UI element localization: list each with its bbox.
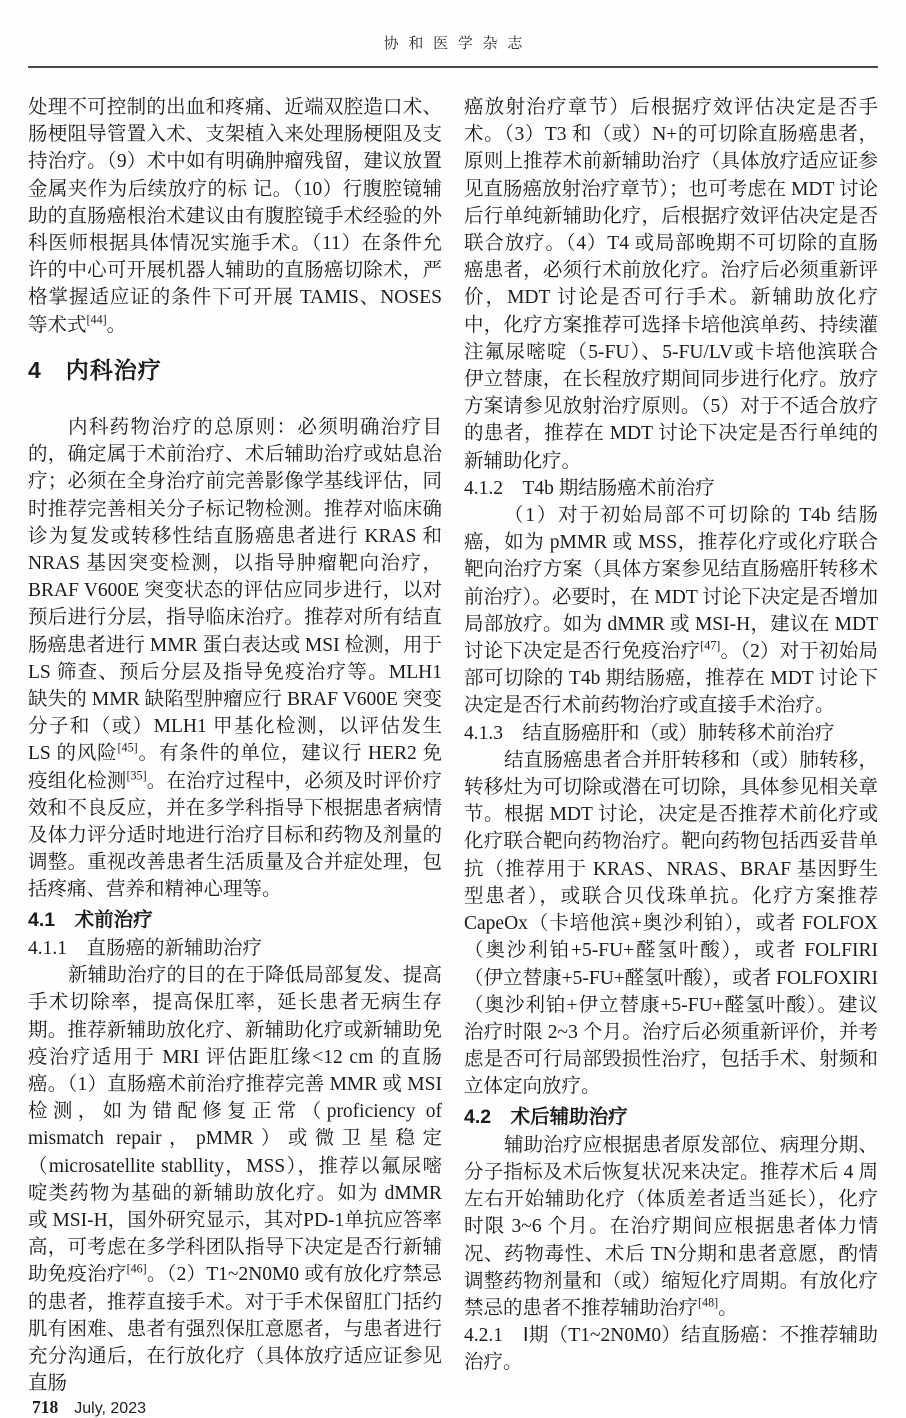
two-column-body: [28, 94, 878, 1397]
heading-section-4-internal-medicine: 4 内科治疗: [28, 356, 162, 383]
heading-4-1-1-rectal-neoadjuvant: 4.1.1 直肠癌的新辅助治疗: [28, 937, 263, 959]
heading-4-1-2-t4b-colon: 4.1.2 T4b 期结肠癌术前治疗: [464, 477, 715, 499]
page-number: 718: [32, 1397, 59, 1418]
paragraph-4-2-1-stage1: 4.2.1 Ⅰ期（T1~2N0M0）结直肠癌：不推荐辅助治疗。: [464, 1325, 878, 1374]
paragraph-t4b-treatment: （1）对于初始局部不可切除的 T4b 结肠癌，如为 pMMR 或 MSS，推荐化疗或化疗联合靶向治疗方案（具体方案参见结直肠癌肝转移术前治疗）。必要时，在 MDT 讨论下决定是否增加局部放疗。如为 dMMR 或 MSI-H，建议在 MDT 讨论下决定是否行免疫治疗[47]。（2）对于初始局部可切除的 T4b 期结肠癌，推荐在 MDT 讨论下决定是否行术前药物治疗或直接手术治疗。: [464, 505, 878, 717]
right-column: [464, 94, 878, 1397]
paragraph-rectal-continued: 癌放射治疗章节）后根据疗效评估决定是否手术。（3）T3 和（或）N+的可切除直肠癌患者，原则上推荐术前新辅助治疗（具体放疗适应证参见直肠癌放射治疗章节）；也可考虑在 MDT 讨论后行单纯新辅助化疗，后根据疗效评估决定是否联合放疗。（4）T4 或局部晚期不可切除的直肠癌患者，必须行术前放化疗。治疗后必须重新评价，MDT 讨论是否可行手术。新辅助放化疗中，化疗方案推荐可选择卡培他滨单药、持续灌注氟尿嘧啶（5-FU）、5-FU/LV或卡培他滨联合伊立替康，在长程放疗期间同步进行化疗。放疗方案请参见放射治疗原则。（5）对于不适合放疗的患者，推荐在 MDT 讨论下决定是否行单纯的新辅助化疗。: [464, 97, 878, 472]
page-footer: [28, 1397, 878, 1418]
paragraph-treatment-principles: 内科药物治疗的总原则：必须明确治疗目的，确定属于术前治疗、术后辅助治疗或姑息治疗；必须在全身治疗前完善影像学基线评估，同时推荐完善相关分子标记物检测。推荐对临床确诊为复发或转移性结直肠癌患者进行 KRAS 和 NRAS 基因突变检测，以指导肿瘤靶向治疗，BRAF V600E 突变状态的评估应同步进行，以对预后进行分层，指导临床治疗。推荐对所有结直肠癌患者进行 MMR 蛋白表达或 MSI 检测，用于 LS 筛查、预后分层及指导免疫治疗等。MLH1 缺失的 MMR 缺陷型肿瘤应行 BRAF V600E 突变分子和（或）MLH1 甲基化检测，以评估发生 LS 的风险[45]。有条件的单位，建议行 HER2 免疫组化检测[35]。在治疗过程中，必须及时评价疗效和不良反应，并在多学科指导下根据患者病情及体力评分适时地进行治疗目标和药物及剂量的调整。重视改善患者生活质量及合并症处理，包括疼痛、营养和精神心理等。: [28, 417, 442, 901]
journal-title: 协和医学杂志: [383, 36, 533, 52]
header-divider: [28, 66, 878, 68]
paragraph-surgery-continued: 处理不可控制的出血和疼痛、近端双腔造口术、肠梗阻导管置入术、支架植入来处理肠梗阻及支持治疗。（9）术中如有明确肿瘤残留，建议放置金属夹作为后续放疗的标 记。（10）行腹腔镜辅助的直肠癌根治术建议由有腹腔镜手术经验的外科医师根据具体情况实施手术。（11）在条件允许的中心可开展机器人辅助的直肠癌切除术，严格掌握适应证的条件下可开展 TAMIS、NOSES 等术式[44]。: [28, 97, 442, 336]
page-header: [28, 34, 878, 68]
paragraph-adjuvant-therapy: 辅助治疗应根据患者原发部位、病理分期、分子指标及术后恢复状况来决定。推荐术后 4 周左右开始辅助化疗（体质差者适当延长），化疗时限 3~6 个月。在治疗期间应根据患者体力情况、药物毒性、术后 TN分期和患者意愿，酌情调整药物剂量和（或）缩短化疗周期。有放化疗禁忌的患者不推荐辅助治疗[48]。: [464, 1134, 878, 1319]
paragraph-liver-lung-mets: 结直肠癌患者合并肝转移和（或）肺转移，转移灶为可切除或潜在可切除，具体参见相关章节。根据 MDT 讨论，决定是否推荐术前化疗或化疗联合靶向药物治疗。靶向药物包括西妥昔单抗（推荐用于 KRAS、NRAS、BRAF 基因野生型患者），或联合贝伐珠单抗。化疗方案推荐 CapeOx（卡培他滨+奥沙利铂），或者 FOLFOX（奥沙利铂+5-FU+醛氢叶酸），或者 FOLFIRI（伊立替康+5-FU+醛氢叶酸），或者 FOLFOXIRI（奥沙利铂+伊立替康+5-FU+醛氢叶酸）。建议治疗时限 2~3 个月。治疗后必须重新评价，并考虑是否可行局部毁损性治疗，包括手术、射频和立体定向放疗。: [464, 749, 878, 1098]
left-column: [28, 94, 442, 1397]
heading-4-2-postoperative-adjuvant: 4.2 术后辅助治疗: [464, 1105, 628, 1128]
heading-4-1-preoperative-therapy: 4.1 术前治疗: [28, 908, 153, 931]
paragraph-neoadjuvant-therapy: 新辅助治疗的目的在于降低局部复发、提高手术切除率，提高保肛率，延长患者无病生存期。推荐新辅助放化疗、新辅助化疗或新辅助免疫治疗适用于 MRI 评估距肛缘<12 cm 的直肠癌。（1）直肠癌术前治疗推荐完善 MMR 或 MSI 检测，如为错配修复正常（proficiency of mismatch repair，pMMR）或微卫星稳定（microsatellite stabllity，MSS），推荐以氟尿嘧啶类药物为基础的新辅助放化疗。如为 dMMR 或 MSI-H，国外研究显示，其对PD-1单抗应答率高，可考虑在多学科团队指导下决定是否行新辅助免疫治疗[46]。（2）T1~2N0M0 或有放化疗禁忌的患者，推荐直接手术。对于手术保留肛门括约肌有困难、患者有强烈保肛意愿者，与患者进行充分沟通后，在行放化疗（具体放疗适应证参见直肠: [28, 965, 442, 1395]
issue-date: July, 2023: [74, 1400, 146, 1418]
heading-4-1-3-liver-lung-mets: 4.1.3 结直肠癌肝和（或）肺转移术前治疗: [464, 722, 835, 744]
